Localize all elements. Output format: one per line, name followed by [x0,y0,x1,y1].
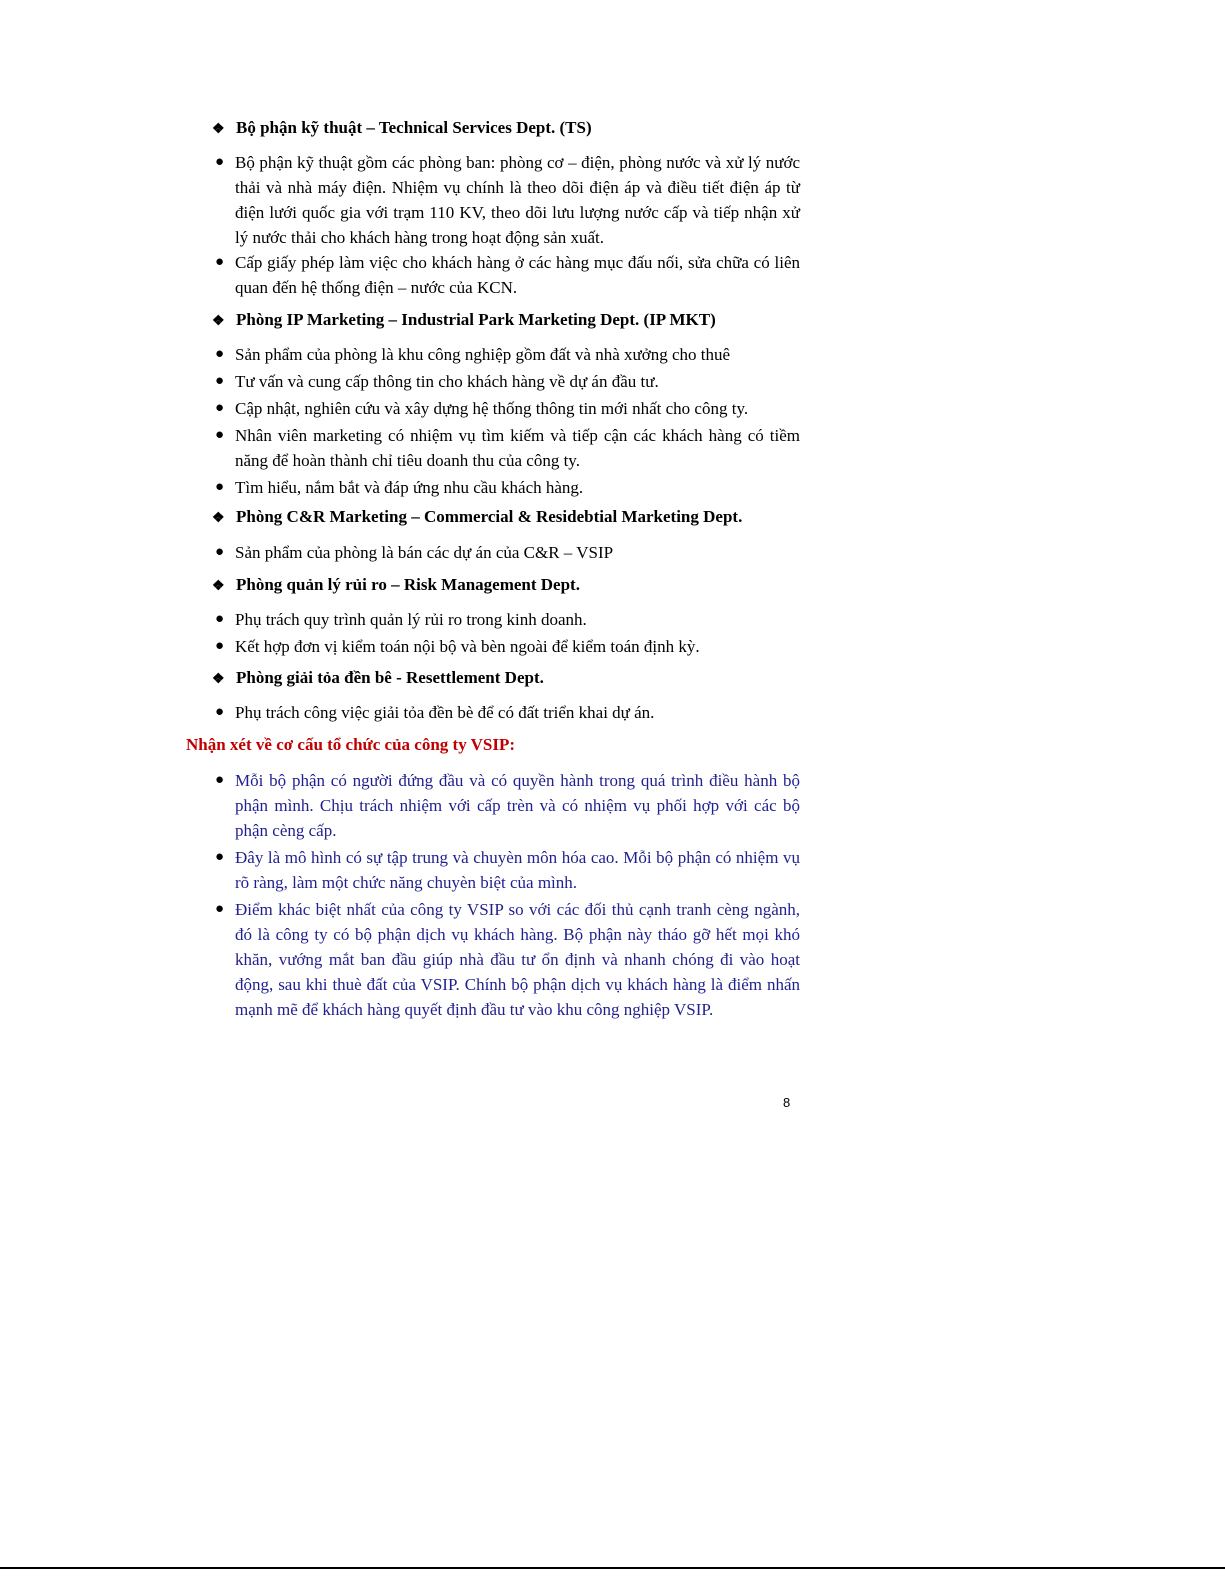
round-bullet-icon: ● [215,400,225,416]
page-bottom-divider [0,1567,1225,1569]
list-item: ● Đây là mô hình có sự tập trung và chuyèn môn hóa cao. Mỗi bộ phận có nhiệm vụ rõ ràng, làm một chức năng chuyèn biệt của mình. [212,845,800,895]
section-heading-technical [212,117,812,141]
list-item: ● Bộ phận kỹ thuật gồm các phòng ban: phòng cơ – điện, phòng nước và xử lý nước thải và nhà máy điện. Nhiệm vụ chính là theo dõi điện áp và điều tiết điện áp từ điện lưới quốc gia với trạm 110 KV, theo dõi lưu lượng nước cấp và tiếp nhận xử lý nước thải cho khách hàng trong hoạt động sản xuất. [212,150,800,250]
remarks-list [212,768,800,1024]
list-item: ● Nhân viên marketing có nhiệm vụ tìm kiếm và tiếp cận các khách hàng có tiềm năng để hoàn thành chỉ tiêu doanh thu của công ty. [212,423,800,473]
round-bullet-icon: ● [215,254,225,270]
list-item: ● Tìm hiểu, nắm bắt và đáp ứng nhu cầu khách hàng. [212,475,800,500]
section-heading-text: Phòng C&R Marketing – Commercial & Residebtial Marketing Dept. [236,507,743,526]
technical-list [212,150,800,302]
round-bullet-icon: ● [215,427,225,443]
list-item: ● Sản phẩm của phòng là bán các dự án của C&R – VSIP [212,540,800,565]
list-item: ● Sản phẩm của phòng là khu công nghiệp gồm đất và nhà xưởng cho thuê [212,342,800,367]
round-bullet-icon: ● [215,373,225,389]
diamond-bullet-icon: ❖ [212,511,225,526]
page-number: 8 [783,1095,791,1110]
ip-marketing-list [212,342,800,502]
diamond-bullet-icon: ❖ [212,672,225,687]
section-heading-text: Phòng IP Marketing – Industrial Park Marketing Dept. (IP MKT) [236,310,716,329]
round-bullet-icon: ● [215,544,225,560]
resettlement-list [212,700,800,727]
list-item: ● Mỗi bộ phận có người đứng đầu và có quyền hành trong quá trình điều hành bộ phận mình. Chịu trách nhiệm với cấp trèn và có nhiệm vụ phối hợp với các bộ phận cèng cấp. [212,768,800,843]
cr-marketing-list [212,540,800,567]
section-heading-cr-marketing [212,506,812,530]
list-item: ● Phụ trách công việc giải tỏa đền bè để có đất triển khai dự án. [212,700,800,725]
round-bullet-icon: ● [215,611,225,627]
section-heading-ip-marketing [212,309,812,333]
risk-list [212,607,800,661]
list-item: ● Cấp giấy phép làm việc cho khách hàng ở các hàng mục đấu nối, sửa chữa có liên quan đến hệ thống điện – nước của KCN. [212,250,800,300]
round-bullet-icon: ● [215,901,225,917]
list-item: ● Cập nhật, nghiên cứu và xây dựng hệ thống thông tin mới nhất cho công ty. [212,396,800,421]
remarks-heading: Nhận xét về cơ cấu tổ chức của công ty VSIP: [186,735,516,754]
round-bullet-icon: ● [215,704,225,720]
section-heading-text: Phòng quản lý rủi ro – Risk Management Dept. [236,575,580,594]
diamond-bullet-icon: ❖ [212,122,225,137]
list-item: ● Điểm khác biệt nhất của công ty VSIP so với các đối thủ cạnh tranh cèng ngành, đó là công ty có bộ phận dịch vụ khách hàng. Bộ phận này tháo gỡ hết mọi khó khăn, vướng mắt ban đầu giúp nhà đầu tư ổn định và nhanh chóng đi vào hoạt động, sau khi thuè đất của VSIP. Chính bộ phận dịch vụ khách hàng là điểm nhấn mạnh mẽ để khách hàng quyết định đầu tư vào khu công nghiệp VSIP. [212,897,800,1022]
list-item: ● Phụ trách quy trình quản lý rủi ro trong kinh doanh. [212,607,800,632]
section-heading-text: Bộ phận kỹ thuật – Technical Services Dept. (TS) [236,118,592,137]
round-bullet-icon: ● [215,772,225,788]
section-heading-resettlement [212,667,812,691]
diamond-bullet-icon: ❖ [212,314,225,329]
round-bullet-icon: ● [215,849,225,865]
section-heading-risk [212,574,812,598]
diamond-bullet-icon: ❖ [212,579,225,594]
round-bullet-icon: ● [215,154,225,170]
round-bullet-icon: ● [215,479,225,495]
round-bullet-icon: ● [215,638,225,654]
list-item: ● Tư vấn và cung cấp thông tin cho khách hàng về dự án đầu tư. [212,369,800,394]
round-bullet-icon: ● [215,346,225,362]
section-heading-text: Phòng giải tỏa đền bê - Resettlement Dept. [236,668,544,687]
list-item: ● Kết hợp đơn vị kiểm toán nội bộ và bèn ngoài để kiểm toán định kỳ. [212,634,800,659]
